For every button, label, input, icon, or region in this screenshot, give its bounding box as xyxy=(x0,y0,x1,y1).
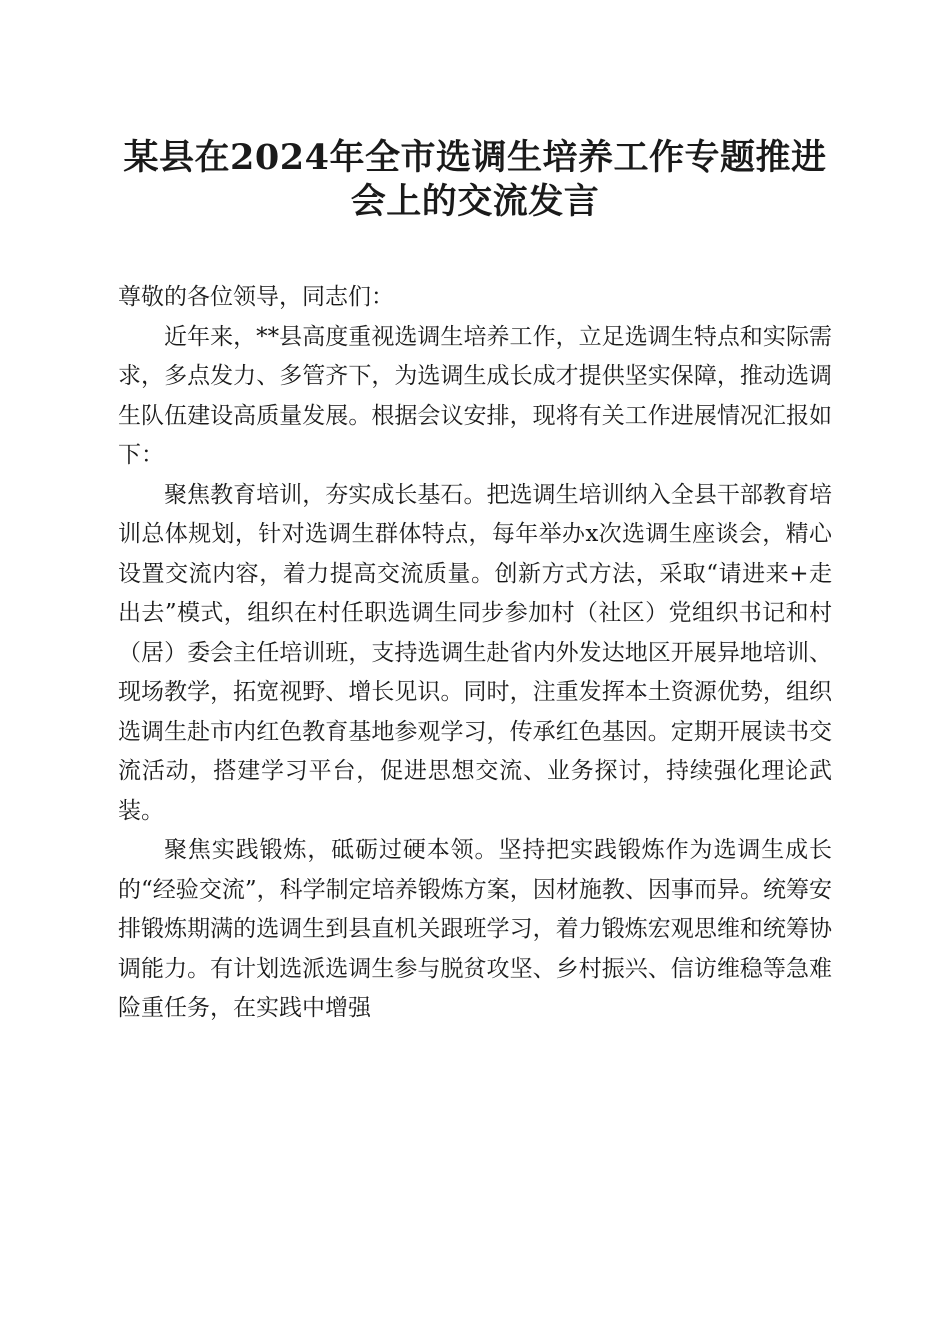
title-line-2: 会上的交流发言 xyxy=(350,181,600,222)
paragraph-practice: 聚焦实践锻炼，砥砺过硬本领。坚持把实践锻炼作为选调生成长的“经验交流”，科学制定培养锻炼方案，因材施教、因事而异。统筹安排锻炼期满的选调生到县直机关跟班学习，着力锻炼宏观思维和统筹协调能力。有计划选派选调生参与脱贫攻坚、乡村振兴、信访维稳等急难险重任务，在实践中增强 xyxy=(118,837,832,1021)
document-title xyxy=(118,136,832,224)
paragraph-education-training: 聚焦教育培训，夯实成长基石。把选调生培训纳入全县干部教育培训总体规划，针对选调生群体特点，每年举办x次选调生座谈会，精心设置交流内容，着力提高交流质量。创新方式方法，采取“请进来+走出去”模式，组织在村任职选调生同步参加村（社区）党组织书记和村（居）委会主任培训班，支持选调生赴省内外发达地区开展异地培训、现场教学，拓宽视野、增长见识。同时，注重发挥本土资源优势，组织选调生赴市内红色教育基地参观学习，传承红色基因。定期开展读书交流活动，搭建学习平台，促进思想交流、业务探讨，持续强化理论武装。 xyxy=(118,481,832,824)
paragraph-intro: 近年来，**县高度重视选调生培养工作，立足选调生特点和实际需求，多点发力、多管齐下，为选调生成长成才提供坚实保障，推动选调生队伍建设高质量发展。根据会议安排，现将有关工作进展情况汇报如下： xyxy=(118,323,832,468)
document-body xyxy=(118,278,832,1029)
title-line-1: 某县在2024年全市选调生培养工作专题推进 xyxy=(123,137,827,178)
greeting: 尊敬的各位领导，同志们： xyxy=(118,284,394,310)
